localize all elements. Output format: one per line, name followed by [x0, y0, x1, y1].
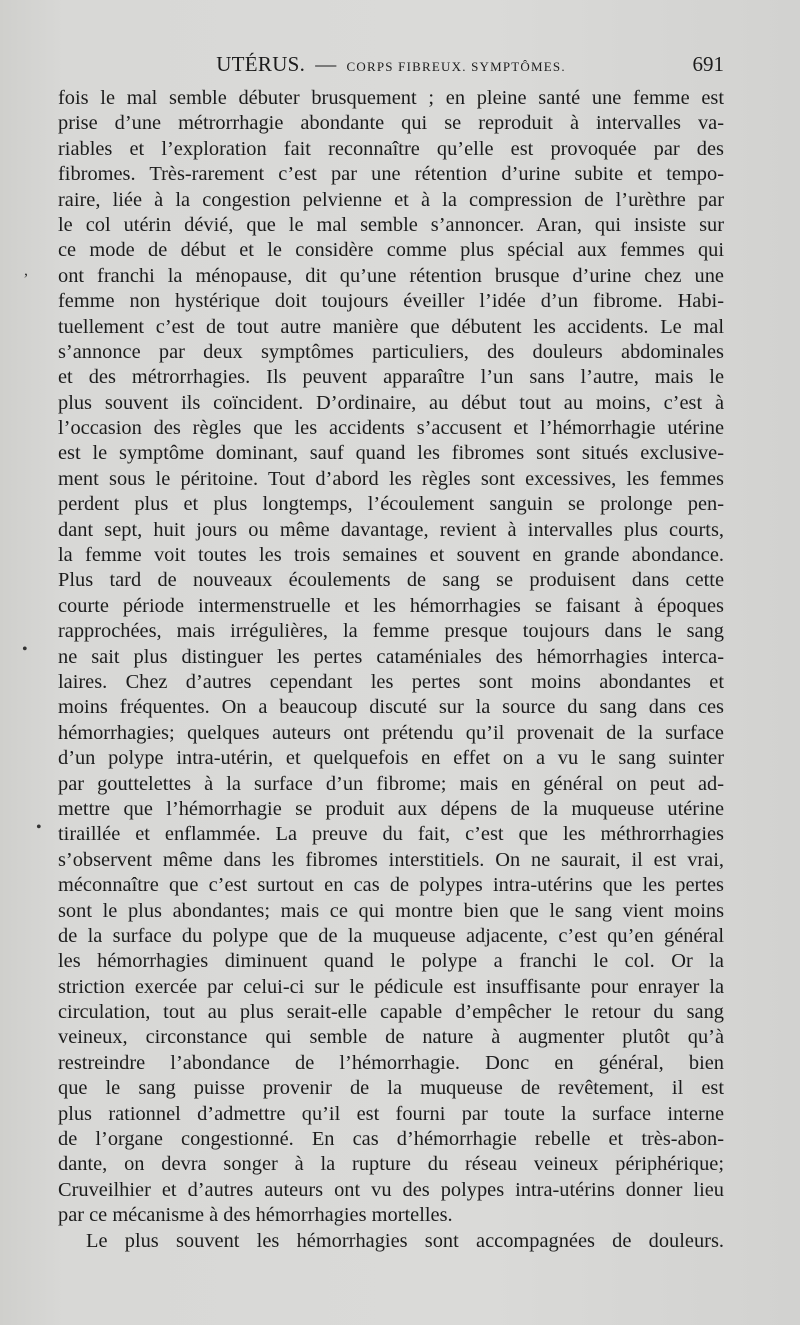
running-header	[58, 52, 724, 82]
margin-mark: ,	[24, 262, 28, 279]
title-main: UTÉRUS.	[216, 52, 306, 76]
text-line: circulation, tout au plus serait-elle capable d’empêcher le retour du sang	[58, 1001, 724, 1024]
text-line: restreindre l’abondance de l’hémorrhagie. Donc en général, bien	[58, 1051, 724, 1074]
text-line: l’occasion des règles que les accidents s’accusent et l’hémorrhagie utérine	[58, 417, 724, 440]
text-line: tuellement c’est de tout autre manière que débutent les accidents. Le mal	[58, 315, 724, 338]
text-line: Cruveilhier et d’autres auteurs ont vu des polypes intra-utérins donner lieu	[58, 1178, 724, 1201]
text-line: ment sous le péritoine. Tout d’abord les règles sont excessives, les femmes	[58, 467, 724, 490]
text-line: plus souvent ils coïncident. D’ordinaire, au début tout au moins, c’est à	[58, 391, 724, 414]
text-line: le col utérin dévié, que le mal semble s’annoncer. Aran, qui insiste sur	[58, 213, 724, 236]
text-line: que le sang puisse provenir de la muqueuse de revêtement, il est	[58, 1077, 724, 1100]
text-line: ce mode de début et le considère comme plus spécial aux femmes qui	[58, 239, 724, 262]
title-section: CORPS FIBREUX. SYMPTÔMES.	[346, 59, 566, 74]
text-line: striction exercée par celui-ci sur le pédicule est insuffisante pour enrayer la	[58, 975, 724, 998]
margin-mark: •	[22, 641, 28, 658]
text-line: ne sait plus distinguer les pertes cataméniales des hémorrhagies interca-	[58, 645, 724, 668]
text-line: perdent plus et plus longtemps, l’écoulement sanguin se prolonge pen-	[58, 493, 724, 516]
text-line: s’observent même dans les fibromes interstitiels. On ne saurait, il est vrai,	[58, 848, 724, 871]
text-line: sont le plus abondantes; mais ce qui montre bien que le sang vient moins	[58, 899, 724, 922]
running-title	[58, 52, 724, 77]
text-line: méconnaître que c’est surtout en cas de polypes intra-utérins que les pertes	[58, 874, 724, 897]
text-line: fois le mal semble débuter brusquement ; en pleine santé une femme est	[58, 87, 724, 109]
text-line: les hémorrhagies diminuent quand le polype a franchi le col. Or la	[58, 950, 724, 973]
text-line: de la surface du polype que de la muqueuse adjacente, c’est qu’en général	[58, 924, 724, 947]
text-line: tiraillée et enflammée. La preuve du fait, c’est que les méthrorrhagies	[58, 823, 724, 846]
text-line: moins fréquentes. On a beaucoup discuté sur la source du sang dans ces	[58, 696, 724, 719]
text-line: dant sept, huit jours ou même davantage, revient à intervalles plus courts,	[58, 518, 724, 541]
text-line: s’annonce par deux symptômes particuliers, des douleurs abdominales	[58, 340, 724, 363]
page-number: 691	[692, 52, 724, 76]
text-line: femme non hystérique doit toujours éveiller l’idée d’un fibrome. Habi-	[58, 290, 724, 313]
text-line: ont franchi la ménopause, dit qu’une rétention brusque d’urine chez une	[58, 264, 724, 287]
text-line: hémorrhagies; quelques auteurs ont prétendu qu’il provenait de la surface	[58, 721, 724, 744]
text-line: est le symptôme dominant, sauf quand les fibromes sont situés exclusive-	[58, 442, 724, 465]
text-line: prise d’une métrorrhagie abondante qui se reproduit à intervalles va-	[58, 112, 724, 135]
text-line: et des métrorrhagies. Ils peuvent apparaître l’un sans l’autre, mais le	[58, 366, 724, 389]
text-line: veineux, circonstance qui semble de nature à augmenter plutôt qu’à	[58, 1026, 724, 1049]
text-line: plus rationnel d’admettre qu’il est fourni par toute la surface interne	[58, 1102, 724, 1125]
text-line: par ce mécanisme à des hémorrhagies mortelles.	[58, 1204, 453, 1227]
text-line: Le plus souvent les hémorrhagies sont accompagnées de douleurs.	[86, 1229, 724, 1252]
text-line: Plus tard de nouveaux écoulements de sang se produisent dans cette	[58, 569, 724, 592]
body-text	[58, 86, 724, 1254]
text-line: raire, liée à la congestion pelvienne et à la compression de l’urèthre par	[58, 188, 724, 211]
text-line: de l’organe congestionné. En cas d’hémorrhagie rebelle et très-abon-	[58, 1128, 724, 1151]
text-line: riables et l’exploration fait reconnaître qu’elle est provoquée par des	[58, 137, 724, 160]
text-line: la femme voit toutes les trois semaines et souvent en grande abondance.	[58, 544, 724, 567]
text-line: d’un polype intra-utérin, et quelquefois en effet on a vu le sang suinter	[58, 747, 724, 770]
title-dash: —	[315, 52, 337, 76]
text-line: dante, on devra songer à la rupture du réseau veineux périphérique;	[58, 1153, 724, 1176]
text-line: fibromes. Très-rarement c’est par une rétention d’urine subite et tempo-	[58, 163, 724, 186]
text-line: rapprochées, mais irrégulières, la femme presque toujours dans le sang	[58, 620, 724, 643]
text-line: laires. Chez d’autres cependant les pertes sont moins abondantes et	[58, 670, 724, 693]
margin-mark: •	[36, 819, 42, 836]
text-line: mettre que l’hémorrhagie se produit aux dépens de la muqueuse utérine	[58, 797, 724, 820]
text-line: par gouttelettes à la surface d’un fibrome; mais en général on peut ad-	[58, 772, 724, 795]
text-line: courte période intermenstruelle et les hémorrhagies se faisant à époques	[58, 594, 724, 617]
